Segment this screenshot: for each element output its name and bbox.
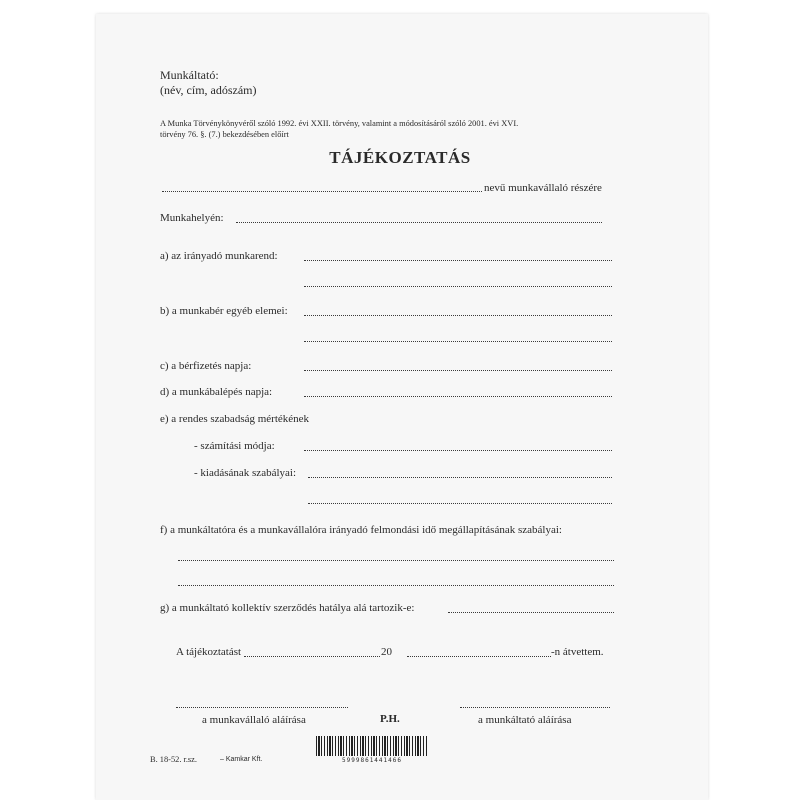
legal-reference-line2: törvény 76. §. (7.) bekezdésében előírt (160, 130, 289, 139)
notice-period-field-2[interactable] (178, 584, 614, 586)
barcode-bars (316, 736, 428, 756)
leave-rules-label: - kiadásának szabályai: (194, 467, 297, 479)
barcode-number: 5999861441466 (342, 757, 402, 764)
legal-reference-line1: A Munka Törvénykönyvéről szóló 1992. évi XXII. törvény, valamint a módosításáról szóló 2001. évi XVI. (160, 119, 519, 128)
receipt-suffix-label: -n átvettem. (551, 646, 604, 658)
receipt-prefix-label: A tájékoztatást (176, 646, 242, 658)
annual-leave-label: e) a rendes szabadság mértékének (160, 413, 310, 425)
payday-field[interactable] (304, 369, 612, 371)
employee-signature-label: a munkavállaló aláírása (202, 714, 306, 726)
form-code: B. 18-52. r.sz. (150, 755, 197, 764)
wage-elements-field-2[interactable] (304, 340, 612, 342)
employer-signature-label: a munkáltató aláírása (478, 714, 572, 726)
publisher-name: – Kamkar Kft. (220, 756, 263, 763)
leave-calculation-field[interactable] (304, 449, 612, 451)
employee-signature-field[interactable] (176, 706, 348, 708)
stamp-label: P.H. (380, 713, 400, 725)
receipt-place-field[interactable] (244, 655, 380, 657)
work-schedule-field-2[interactable] (304, 285, 612, 287)
payday-label: c) a bérfizetés napja: (160, 360, 252, 372)
notice-period-field[interactable] (178, 559, 614, 561)
workplace-label: Munkahelyén: (160, 212, 224, 224)
start-date-label: d) a munkábalépés napja: (160, 386, 273, 398)
wage-elements-label: b) a munkabér egyéb elemei: (160, 305, 288, 317)
workplace-field[interactable] (236, 221, 602, 223)
collective-agreement-label: g) a munkáltató kollektív szerződés hatálya alá tartozik-e: (160, 602, 415, 614)
employer-label: Munkáltató: (160, 68, 219, 82)
employer-sub-label: (név, cím, adószám) (160, 83, 257, 97)
barcode (316, 736, 428, 764)
receipt-year-label: 20 (381, 646, 392, 658)
leave-rules-field[interactable] (308, 476, 612, 478)
recipient-suffix-label: nevű munkavállaló részére (484, 182, 602, 194)
employee-name-field[interactable] (162, 190, 482, 192)
start-date-field[interactable] (304, 395, 612, 397)
employer-signature-field[interactable] (460, 706, 610, 708)
leave-calculation-label: - számítási módja: (194, 440, 275, 452)
wage-elements-field[interactable] (304, 314, 612, 316)
notice-period-label: f) a munkáltatóra és a munkavállalóra irányadó felmondási idő megállapításának szabályai: (160, 524, 562, 536)
page-title: TÁJÉKOZTATÁS (329, 148, 471, 167)
receipt-date-field[interactable] (407, 655, 551, 657)
work-schedule-label: a) az irányadó munkarend: (160, 250, 278, 262)
work-schedule-field[interactable] (304, 259, 612, 261)
leave-rules-field-2[interactable] (308, 502, 612, 504)
collective-agreement-field[interactable] (448, 611, 614, 613)
